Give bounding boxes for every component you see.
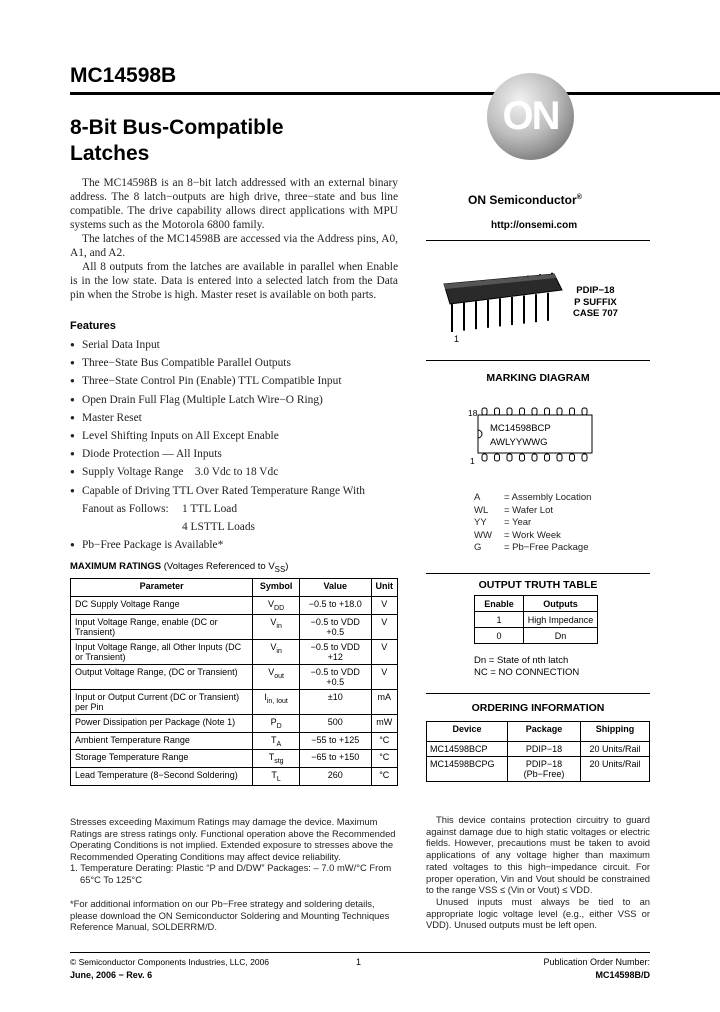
table-row: [475, 628, 598, 644]
table-row: [475, 612, 598, 628]
divider: [426, 360, 650, 361]
enable-cell: 0: [475, 628, 524, 644]
marking-pin: [520, 408, 525, 415]
value-cell: −0.5 to VDD +0.5: [300, 614, 372, 639]
feature-item: ● Three−State Control Pin (Enable) TTL Compatible Input: [70, 372, 400, 390]
copyright: © Semiconductor Components Industries, LLC, 2006: [70, 957, 270, 967]
marking-pin: [545, 454, 550, 461]
marking-line-1: MC14598BCP: [490, 423, 551, 434]
marking-pin: [520, 454, 525, 461]
legend-item: G = Pb−Free Package: [474, 542, 589, 554]
value-cell: −0.5 to +18.0: [300, 597, 372, 615]
symbol-cell: $P_D$: [253, 714, 300, 732]
param-cell: Lead Temperature (8−Second Soldering): [71, 768, 253, 786]
ordering-heading: ORDERING INFORMATION: [471, 702, 605, 714]
device-cell: MC14598BCPG: [427, 757, 508, 782]
marking-pin: [582, 408, 587, 415]
param-cell: Input or Output Current (DC or Transient) per Pin: [71, 689, 253, 714]
fanout-lsttl: 4 LSTTL Loads: [182, 521, 255, 534]
param-cell: DC Supply Voltage Range: [71, 597, 253, 615]
marking-line-2: AWLYYWWG: [490, 437, 548, 448]
max-ratings-heading: MAXIMUM RATINGS (Voltages Referenced to $V_{SS}$): [70, 561, 289, 574]
feature-item: ● Diode Protection — All Inputs: [70, 445, 400, 463]
pin-1-label: 1: [470, 456, 475, 466]
param-cell: Input Voltage Range, all Other Inputs (DC or Transient): [71, 639, 253, 664]
marking-pin: [557, 408, 562, 415]
unit-cell: mA: [371, 689, 398, 714]
marking-pin: [482, 454, 487, 461]
intro-paragraph: The MC14598B is an 8−bit latch addressed with an external binary address. The 8 latch−outputs are high drive, three−state and bus line compatible. The drive capability allows direct applications with MPU systems such as the Motorola 6800 family.: [70, 177, 398, 231]
package-cell: PDIP−18: [508, 742, 581, 757]
marking-legend: [474, 492, 591, 555]
symbol-cell: $I_{in, Iout}$: [253, 689, 300, 714]
on-logo: ON: [487, 73, 574, 160]
intro-text: [70, 176, 398, 302]
value-cell: −0.5 to VDD +12: [300, 639, 372, 664]
shipping-cell: 20 Units/Rail: [581, 742, 650, 757]
table-row: [427, 742, 650, 757]
table-row: [71, 614, 398, 639]
part-number: MC14598B: [70, 64, 177, 87]
symbol-cell: $V_{in}$: [253, 614, 300, 639]
marking-pin: [582, 454, 587, 461]
marking-pin: [482, 408, 487, 415]
value-cell: −0.5 to VDD +0.5: [300, 664, 372, 689]
table-row: [427, 757, 650, 782]
page-number: 1: [356, 957, 362, 967]
feature-item: ● Capable of Driving TTL Over Rated Temperature Range With: [70, 482, 400, 500]
symbol-cell: $V_{out}$: [253, 664, 300, 689]
feature-item: ● Open Drain Full Flag (Multiple Latch Wire−O Ring): [70, 391, 400, 409]
symbol-cell: $T_{stg}$: [253, 750, 300, 768]
truth-table-notes: Dn = State of nth latch NC = NO CONNECTION: [474, 655, 580, 678]
symbol-cell: $T_L$: [253, 768, 300, 786]
unit-cell: V: [371, 639, 398, 664]
feature-item: ● Three−State Bus Compatible Parallel Outputs: [70, 354, 400, 372]
divider: [426, 573, 650, 574]
symbol-cell: $T_A$: [253, 732, 300, 750]
marking-pin: [495, 408, 500, 415]
col-parameter: Parameter: [71, 579, 253, 597]
legend-item: WW = Work Week: [474, 529, 561, 541]
feature-item: ● Level Shifting Inputs on All Except Enable: [70, 427, 400, 445]
device-protection-text: This device contains protection circuitry to guard against damage due to high static voltages or electric fields. However, precautions must be taken to avoid applications of any voltage higher than maximum rated voltages to this high−impedance circuit. For proper operation, Vin and Vout should be constrained to the range VSS ≤ (Vin or Vout) ≤ VDD. Unused inputs must always be tied to an appropriate logic voltage level (e.g., either VSS or VDD). Unused outputs must be left open.: [426, 814, 650, 931]
package-cell: PDIP−18 (Pb−Free): [508, 757, 581, 782]
intro-paragraph: The latches of the MC14598B are accessed via the Address pins, A0, A1, and A2.: [70, 233, 398, 259]
marking-pin: [532, 454, 537, 461]
col-enable: Enable: [475, 596, 524, 612]
marking-pin: [507, 454, 512, 461]
feature-item: ● Pb−Free Package is Available*: [70, 536, 400, 554]
max-ratings-note: (Voltages Referenced to $V_{SS}$): [163, 561, 289, 574]
company-url[interactable]: http://onsemi.com: [491, 220, 578, 231]
param-cell: Output Voltage Range, (DC or Transient): [71, 664, 253, 689]
table-row: [71, 732, 398, 750]
unit-cell: V: [371, 614, 398, 639]
unit-cell: °C: [371, 750, 398, 768]
fanout-line: [70, 500, 400, 518]
marking-pin: [545, 408, 550, 415]
pbfree-note: *For additional information on our Pb−Free strategy and soldering details, please download the ON Semiconductor Soldering and Mounting Techniques Reference Manual, SOLDERRM/D.: [70, 898, 390, 933]
max-ratings-table: [70, 578, 398, 786]
param-cell: Storage Temperature Range: [71, 750, 253, 768]
table-header-row: [71, 579, 398, 597]
pin-18-label: 18: [468, 408, 478, 418]
col-outputs: Outputs: [524, 596, 598, 612]
table-row: [71, 768, 398, 786]
param-cell: Input Voltage Range, enable (DC or Transient): [71, 614, 253, 639]
table-row: [71, 689, 398, 714]
publication-label: Publication Order Number:: [543, 957, 650, 967]
divider: [426, 693, 650, 694]
publication-number: MC14598B/D: [595, 970, 650, 980]
unit-cell: V: [371, 664, 398, 689]
unit-cell: °C: [371, 732, 398, 750]
table-header-row: [475, 596, 598, 612]
col-value: Value: [300, 579, 372, 597]
fanout-label: Fanout as Follows:: [82, 502, 169, 515]
truth-table: [474, 595, 598, 644]
feature-item: ● Supply Voltage Range 3.0 Vdc to 18 Vdc: [70, 463, 400, 481]
col-symbol: Symbol: [253, 579, 300, 597]
value-cell: 500: [300, 714, 372, 732]
page-title: [70, 115, 284, 167]
marking-pin: [507, 408, 512, 415]
note-1: 1. Temperature Derating: Plastic “P and D/DW” Packages: – 7.0 mW/°C From 65°C To 125°C: [70, 862, 392, 885]
symbol-cell: $V_{in}$: [253, 639, 300, 664]
features-heading: Features: [70, 320, 116, 332]
pin-1-label: 1: [454, 334, 460, 344]
param-cell: Power Dissipation per Package (Note 1): [71, 714, 253, 732]
col-shipping: Shipping: [581, 722, 650, 742]
truth-table-heading: OUTPUT TRUTH TABLE: [478, 579, 598, 591]
legend-item: A = Assembly Location: [474, 492, 592, 503]
revision-date: June, 2006 − Rev. 6: [70, 970, 153, 980]
symbol-cell: $V_{DD}$: [253, 597, 300, 615]
divider: [426, 240, 650, 241]
marking-pin: [570, 408, 575, 415]
table-row: [71, 639, 398, 664]
legend-item: YY = Year: [474, 517, 532, 529]
output-cell: Dn: [524, 628, 598, 644]
col-unit: Unit: [371, 579, 398, 597]
value-cell: −55 to +125: [300, 732, 372, 750]
pdip-package-image: [436, 262, 566, 348]
unit-cell: V: [371, 597, 398, 615]
output-cell: High Impedance: [524, 612, 598, 628]
legend-item: WL = Wafer Lot: [474, 504, 554, 516]
value-cell: ±10: [300, 689, 372, 714]
value-cell: −65 to +150: [300, 750, 372, 768]
intro-paragraph: All 8 outputs from the latches are available in parallel when Enable is in the low state. Data is entered into a selected latch from the Data pin when the Strobe is high. Master reset is available on both parts.: [70, 261, 398, 301]
title-line-2: Latches: [70, 142, 150, 165]
stress-statement: Stresses exceeding Maximum Ratings may damage the device. Maximum Ratings are stress ratings only. Functional operation above the Recommended Operating Conditions is not implied. Extended exposure to stresses above the Recommended Operating Conditions may affect device reliability. 1. Temperature Derating: Plastic “P and D/DW” Packages: – 7.0 mW/°C From 65°C To 125°C: [70, 816, 398, 886]
marking-pin: [570, 454, 575, 461]
ordering-table: [426, 721, 650, 782]
title-line-1: 8-Bit Bus-Compatible: [70, 116, 284, 139]
features-list: [70, 336, 400, 554]
shipping-cell: 20 Units/Rail: [581, 757, 650, 782]
table-row: [71, 714, 398, 732]
feature-item: ● Serial Data Input: [70, 336, 400, 354]
value-cell: 260: [300, 768, 372, 786]
marking-pin: [495, 454, 500, 461]
col-package: Package: [508, 722, 581, 742]
marking-diagram: [468, 404, 608, 468]
col-device: Device: [427, 722, 508, 742]
unit-cell: °C: [371, 768, 398, 786]
marking-pin: [532, 408, 537, 415]
param-cell: Ambient Temperature Range: [71, 732, 253, 750]
package-info: PDIP−18 P SUFFIX CASE 707: [573, 285, 618, 319]
table-row: [71, 750, 398, 768]
table-row: [71, 664, 398, 689]
fanout-line: [70, 518, 400, 536]
marking-heading: MARKING DIAGRAM: [486, 372, 590, 384]
fanout-ttl: 1 TTL Load: [182, 502, 238, 515]
footer-rule: [70, 952, 650, 953]
unit-cell: mW: [371, 714, 398, 732]
table-header-row: [427, 722, 650, 742]
marking-pin: [557, 454, 562, 461]
feature-item: ● Master Reset: [70, 409, 400, 427]
table-row: [71, 597, 398, 615]
header-rule: [70, 92, 720, 95]
company-name: ON Semiconductor®: [468, 193, 582, 207]
enable-cell: 1: [475, 612, 524, 628]
device-cell: MC14598BCP: [427, 742, 508, 757]
